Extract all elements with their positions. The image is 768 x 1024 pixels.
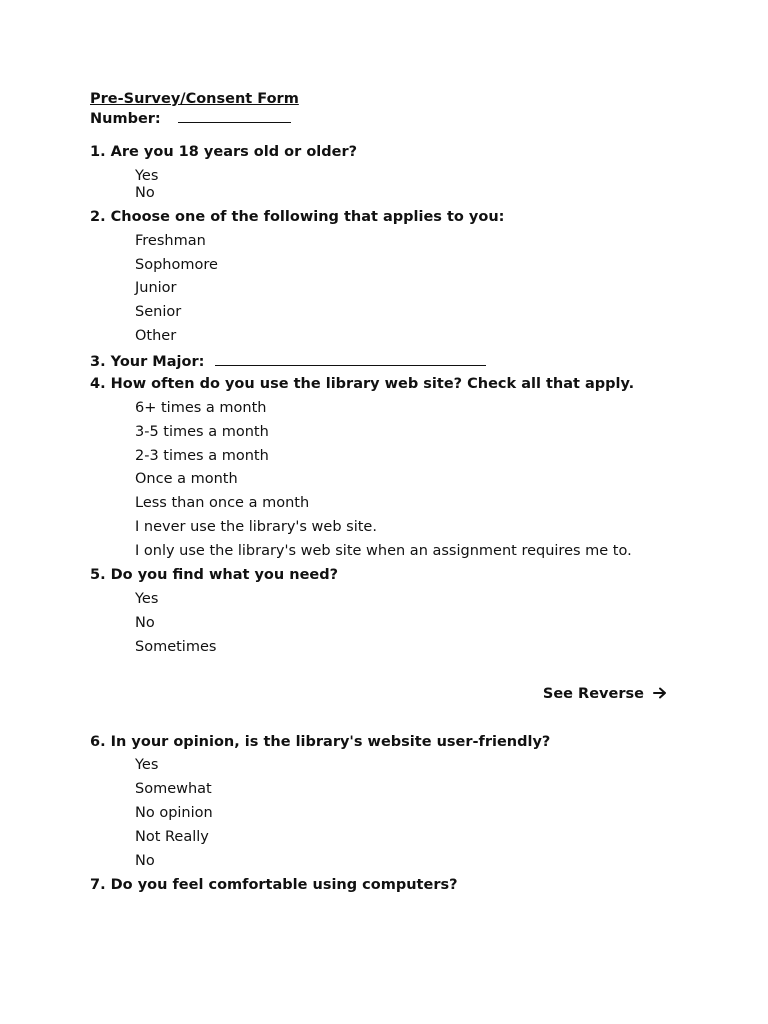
q4-option-4[interactable]: Once a month — [135, 471, 238, 487]
question-7: 7. Do you feel comfortable using computers? — [90, 877, 458, 893]
q5-option-yes[interactable]: Yes — [135, 591, 159, 607]
question-3-row — [90, 351, 486, 371]
q6-option-yes[interactable]: Yes — [135, 757, 159, 773]
q2-option-junior[interactable]: Junior — [135, 280, 177, 296]
major-blank-field[interactable] — [215, 351, 486, 366]
form-title: Pre-Survey/Consent Form — [90, 91, 299, 107]
q5-option-no[interactable]: No — [135, 615, 155, 631]
question-3: 3. Your Major: — [90, 354, 205, 370]
q4-option-6[interactable]: I never use the library's web site. — [135, 519, 377, 535]
q4-option-5[interactable]: Less than once a month — [135, 495, 310, 511]
q6-option-not-really[interactable]: Not Really — [135, 829, 209, 845]
see-reverse-label: See Reverse — [542, 686, 644, 702]
q2-option-senior[interactable]: Senior — [135, 304, 182, 320]
q1-option-yes[interactable]: Yes — [135, 168, 159, 184]
number-row — [90, 108, 291, 128]
q4-option-1[interactable]: 6+ times a month — [135, 400, 267, 416]
q2-option-other[interactable]: Other — [135, 328, 177, 344]
q2-option-sophomore[interactable]: Sophomore — [135, 257, 218, 273]
q6-option-somewhat[interactable]: Somewhat — [135, 781, 212, 797]
see-reverse-note — [543, 685, 667, 703]
q4-option-2[interactable]: 3-5 times a month — [135, 424, 269, 440]
question-6: 6. In your opinion, is the library's website user-friendly? — [90, 734, 551, 750]
question-5: 5. Do you find what you need? — [90, 567, 339, 583]
number-blank-field[interactable] — [178, 108, 291, 123]
number-label: Number: — [90, 111, 161, 127]
q1-option-no[interactable]: No — [135, 185, 155, 201]
arrow-right-icon — [653, 685, 667, 703]
question-2: 2. Choose one of the following that applies to you: — [90, 209, 505, 225]
q4-option-7[interactable]: I only use the library's web site when an assignment requires me to. — [135, 543, 632, 559]
q6-option-no[interactable]: No — [135, 853, 155, 869]
q6-option-no-opinion[interactable]: No opinion — [135, 805, 213, 821]
q2-option-freshman[interactable]: Freshman — [135, 233, 206, 249]
question-1: 1. Are you 18 years old or older? — [90, 144, 358, 160]
q4-option-3[interactable]: 2-3 times a month — [135, 448, 269, 464]
question-4: 4. How often do you use the library web site? Check all that apply. — [90, 376, 635, 392]
q5-option-sometimes[interactable]: Sometimes — [135, 639, 217, 655]
